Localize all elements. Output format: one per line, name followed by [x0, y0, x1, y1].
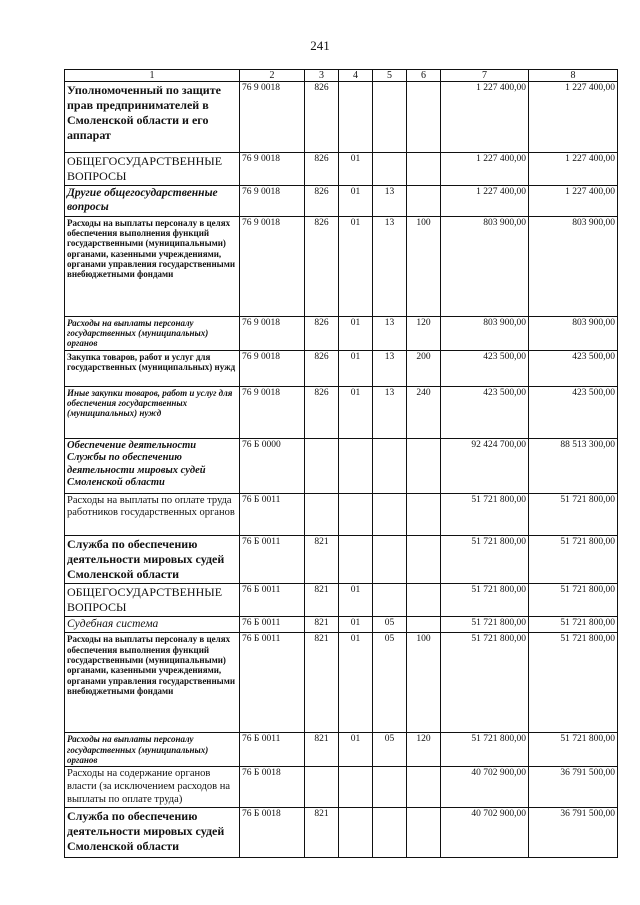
cell-code: 76 9 0018	[240, 82, 305, 153]
cell-ministry: 821	[305, 616, 339, 633]
cell-subsection	[373, 82, 407, 153]
cell-section: 01	[339, 386, 373, 438]
cell-code: 76 Б 0011	[240, 733, 305, 767]
cell-section: 01	[339, 616, 373, 633]
cell-name: Расходы на содержание органов власти (за исключением расходов на выплаты по оплате труда)	[65, 767, 240, 808]
cell-code: 76 9 0018	[240, 216, 305, 316]
cell-expense	[407, 767, 441, 808]
table-row	[65, 438, 618, 493]
budget-table	[64, 69, 618, 858]
cell-amount1: 803 900,00	[441, 316, 529, 350]
cell-amount2: 1 227 400,00	[529, 186, 618, 217]
cell-name: Расходы на выплаты персоналу государственных (муниципальных) органов	[65, 316, 240, 350]
table-row	[65, 633, 618, 733]
cell-code: 76 9 0018	[240, 386, 305, 438]
cell-ministry: 826	[305, 216, 339, 316]
cell-subsection: 13	[373, 350, 407, 386]
table-row	[65, 733, 618, 767]
header-cell: 3	[305, 70, 339, 82]
cell-ministry: 821	[305, 583, 339, 616]
cell-name: Другие общегосударственные вопросы	[65, 186, 240, 217]
cell-code: 76 Б 0000	[240, 438, 305, 493]
header-cell: 4	[339, 70, 373, 82]
cell-code: 76 9 0018	[240, 316, 305, 350]
cell-amount1: 51 721 800,00	[441, 535, 529, 583]
header-cell: 6	[407, 70, 441, 82]
cell-subsection: 05	[373, 733, 407, 767]
cell-amount1: 51 721 800,00	[441, 493, 529, 535]
cell-code: 76 Б 0018	[240, 808, 305, 858]
cell-ministry	[305, 438, 339, 493]
cell-section: 01	[339, 350, 373, 386]
header-cell: 7	[441, 70, 529, 82]
header-cell: 1	[65, 70, 240, 82]
cell-expense	[407, 808, 441, 858]
cell-subsection: 13	[373, 186, 407, 217]
cell-amount2: 36 791 500,00	[529, 767, 618, 808]
cell-section: 01	[339, 186, 373, 217]
cell-name: Служба по обеспечению деятельности мировых судей Смоленской области	[65, 535, 240, 583]
cell-expense	[407, 186, 441, 217]
cell-code: 76 Б 0011	[240, 633, 305, 733]
table-row	[65, 767, 618, 808]
cell-section	[339, 438, 373, 493]
cell-amount1: 803 900,00	[441, 216, 529, 316]
cell-amount2: 51 721 800,00	[529, 733, 618, 767]
cell-amount2: 51 721 800,00	[529, 616, 618, 633]
cell-subsection: 13	[373, 316, 407, 350]
cell-subsection	[373, 493, 407, 535]
page-number: 241	[310, 38, 330, 53]
cell-code: 76 Б 0011	[240, 583, 305, 616]
cell-amount1: 1 227 400,00	[441, 153, 529, 186]
cell-amount2: 423 500,00	[529, 350, 618, 386]
cell-amount2: 36 791 500,00	[529, 808, 618, 858]
cell-name: ОБЩЕГОСУДАРСТВЕННЫЕ ВОПРОСЫ	[65, 583, 240, 616]
cell-section	[339, 82, 373, 153]
cell-name: Иные закупки товаров, работ и услуг для обеспечения государственных (муниципальных) нужд	[65, 386, 240, 438]
cell-subsection: 13	[373, 216, 407, 316]
cell-ministry: 821	[305, 633, 339, 733]
cell-amount1: 92 424 700,00	[441, 438, 529, 493]
cell-amount2: 423 500,00	[529, 386, 618, 438]
cell-subsection	[373, 153, 407, 186]
cell-expense: 100	[407, 216, 441, 316]
cell-amount2: 1 227 400,00	[529, 153, 618, 186]
header-cell: 8	[529, 70, 618, 82]
cell-name: Судебная система	[65, 616, 240, 633]
cell-section	[339, 535, 373, 583]
cell-name: Закупка товаров, работ и услуг для государственных (муниципальных) нужд	[65, 350, 240, 386]
cell-subsection	[373, 438, 407, 493]
cell-name: Служба по обеспечению деятельности мировых судей Смоленской области	[65, 808, 240, 858]
column-number-header	[65, 70, 618, 82]
cell-amount2: 51 721 800,00	[529, 633, 618, 733]
cell-subsection	[373, 583, 407, 616]
cell-section: 01	[339, 583, 373, 616]
cell-section: 01	[339, 153, 373, 186]
cell-amount1: 1 227 400,00	[441, 186, 529, 217]
table-row	[65, 493, 618, 535]
cell-code: 76 9 0018	[240, 350, 305, 386]
cell-amount1: 1 227 400,00	[441, 82, 529, 153]
cell-ministry: 826	[305, 386, 339, 438]
cell-code: 76 Б 0011	[240, 493, 305, 535]
cell-expense: 240	[407, 386, 441, 438]
cell-expense	[407, 493, 441, 535]
header-cell: 2	[240, 70, 305, 82]
cell-amount2: 88 513 300,00	[529, 438, 618, 493]
cell-amount1: 40 702 900,00	[441, 808, 529, 858]
table-row	[65, 535, 618, 583]
cell-amount2: 51 721 800,00	[529, 493, 618, 535]
cell-code: 76 Б 0018	[240, 767, 305, 808]
cell-subsection	[373, 535, 407, 583]
cell-code: 76 Б 0011	[240, 616, 305, 633]
table-row	[65, 583, 618, 616]
cell-amount1: 51 721 800,00	[441, 583, 529, 616]
cell-expense	[407, 153, 441, 186]
cell-amount2: 803 900,00	[529, 216, 618, 316]
cell-amount2: 51 721 800,00	[529, 535, 618, 583]
cell-expense: 120	[407, 316, 441, 350]
cell-section: 01	[339, 733, 373, 767]
cell-expense: 200	[407, 350, 441, 386]
table-row	[65, 82, 618, 153]
cell-ministry: 826	[305, 153, 339, 186]
cell-ministry	[305, 493, 339, 535]
table-row	[65, 153, 618, 186]
cell-subsection: 05	[373, 616, 407, 633]
cell-expense: 120	[407, 733, 441, 767]
cell-amount2: 803 900,00	[529, 316, 618, 350]
cell-code: 76 Б 0011	[240, 535, 305, 583]
cell-amount1: 51 721 800,00	[441, 616, 529, 633]
cell-section: 01	[339, 316, 373, 350]
table-row	[65, 186, 618, 217]
table-row	[65, 808, 618, 858]
table-row	[65, 316, 618, 350]
cell-name: ОБЩЕГОСУДАРСТВЕННЫЕ ВОПРОСЫ	[65, 153, 240, 186]
cell-section	[339, 808, 373, 858]
cell-name: Обеспечение деятельности Службы по обеспечению деятельности мировых судей Смоленской области	[65, 438, 240, 493]
cell-amount2: 51 721 800,00	[529, 583, 618, 616]
cell-amount1: 51 721 800,00	[441, 733, 529, 767]
cell-subsection	[373, 808, 407, 858]
cell-code: 76 9 0018	[240, 153, 305, 186]
cell-amount1: 423 500,00	[441, 386, 529, 438]
cell-amount1: 423 500,00	[441, 350, 529, 386]
cell-ministry: 821	[305, 535, 339, 583]
cell-ministry: 821	[305, 808, 339, 858]
cell-ministry: 821	[305, 733, 339, 767]
cell-expense	[407, 438, 441, 493]
header-cell: 5	[373, 70, 407, 82]
table-row	[65, 616, 618, 633]
table-row	[65, 350, 618, 386]
cell-expense	[407, 616, 441, 633]
cell-name: Расходы на выплаты персоналу в целях обеспечения выполнения функций государственными (муниципальными) органами, казенными учреждениями, органами управления государственными внебюджетными фондами	[65, 216, 240, 316]
cell-name: Расходы на выплаты по оплате труда работников государственных органов	[65, 493, 240, 535]
cell-expense	[407, 535, 441, 583]
cell-amount2: 1 227 400,00	[529, 82, 618, 153]
cell-section: 01	[339, 633, 373, 733]
cell-ministry: 826	[305, 82, 339, 153]
cell-section: 01	[339, 216, 373, 316]
cell-expense	[407, 583, 441, 616]
cell-ministry	[305, 767, 339, 808]
cell-section	[339, 493, 373, 535]
table-row	[65, 386, 618, 438]
cell-ministry: 826	[305, 186, 339, 217]
cell-ministry: 826	[305, 350, 339, 386]
cell-section	[339, 767, 373, 808]
cell-subsection: 13	[373, 386, 407, 438]
cell-expense	[407, 82, 441, 153]
cell-subsection: 05	[373, 633, 407, 733]
cell-code: 76 9 0018	[240, 186, 305, 217]
cell-amount1: 40 702 900,00	[441, 767, 529, 808]
cell-subsection	[373, 767, 407, 808]
table-row	[65, 216, 618, 316]
cell-name: Уполномоченный по защите прав предпринимателей в Смоленской области и его аппарат	[65, 82, 240, 153]
cell-amount1: 51 721 800,00	[441, 633, 529, 733]
cell-name: Расходы на выплаты персоналу в целях обеспечения выполнения функций государственными (муниципальными) органами, казенными учреждениями, органами управления государственными внебюджетными фондами	[65, 633, 240, 733]
cell-name: Расходы на выплаты персоналу государственных (муниципальных) органов	[65, 733, 240, 767]
cell-ministry: 826	[305, 316, 339, 350]
cell-expense: 100	[407, 633, 441, 733]
